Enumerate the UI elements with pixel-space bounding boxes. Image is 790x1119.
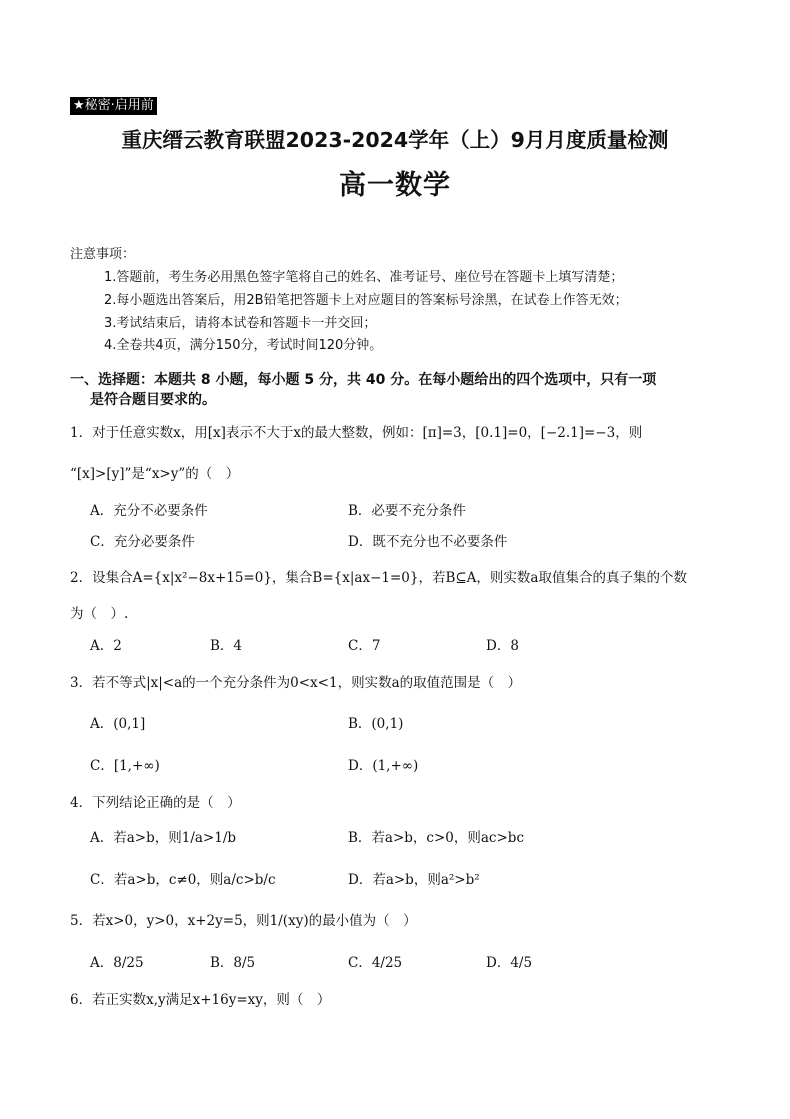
question-3-option-c: C．[1,+∞) (90, 758, 160, 774)
question-1-stem: 1．对于任意实数x，用[x]表示不大于x的最大整数，例如：[π]=3，[0.1]=0，[−2.1]=−3，则 (70, 425, 643, 441)
question-6-stem: 6．若正实数x,y满足x+16y=xy，则（ ） (70, 992, 331, 1008)
question-1-option-a: A．充分不必要条件 (90, 503, 208, 519)
question-4-option-a: A．若a>b，则1/a>1/b (90, 830, 237, 846)
question-5-option-d: D．4/5 (486, 955, 533, 971)
question-5-stem: 5．若x>0，y>0，x+2y=5，则1/(xy)的最小值为（ ） (70, 913, 417, 929)
subject-title: 高一数学 (339, 170, 451, 201)
note-item: 3.考试结束后，请将本试卷和答题卡一并交回； (104, 316, 377, 331)
question-2-stem: 2．设集合A={x|x²−8x+15=0}，集合B={x|ax−1=0}，若B⊆A，则实数a取值集合的真子集的个数 (70, 570, 687, 586)
question-3-option-d: D．(1,+∞) (348, 758, 419, 774)
question-2-option-a: A．2 (90, 638, 122, 654)
question-2-option-b: B．4 (210, 638, 243, 654)
note-item: 2.每小题选出答案后，用2B铅笔把答题卡上对应题目的答案标号涂黑，在试卷上作答无效； (104, 293, 628, 308)
question-5-option-c: C．4/25 (348, 955, 403, 971)
question-1-option-d: D．既不充分也不必要条件 (348, 534, 508, 550)
question-4-stem: 4．下列结论正确的是（ ） (70, 795, 241, 811)
question-1-option-b: B．必要不充分条件 (348, 503, 466, 519)
question-4-option-b: B．若a>b，c>0，则ac>bc (348, 830, 525, 846)
question-3-option-a: A．(0,1] (90, 716, 146, 732)
question-4-option-d: D．若a>b，则a²>b² (348, 872, 480, 888)
question-1-stem-cont: “[x]>[y]”是“x>y”的（ ） (70, 466, 240, 482)
exam-title: 重庆缙云教育联盟2023-2024学年（上）9月月度质量检测 (121, 128, 669, 152)
section-heading-cont: 是符合题目要求的。 (90, 392, 216, 408)
question-4-option-c: C．若a>b，c≠0，则a/c>b/c (90, 872, 276, 888)
question-3-option-b: B．(0,1) (348, 716, 404, 732)
notes-heading: 注意事项： (70, 247, 136, 262)
question-5-option-a: A．8/25 (90, 955, 144, 971)
note-item: 4.全卷共4页，满分150分，考试时间120分钟。 (104, 338, 383, 353)
question-2-option-d: D．8 (486, 638, 519, 654)
confidential-badge: ★秘密·启用前 (70, 97, 157, 115)
note-item: 1.答题前，考生务必用黑色签字笔将自己的姓名、准考证号、座位号在答题卡上填写清楚； (104, 270, 624, 285)
question-1-option-c: C．充分必要条件 (90, 534, 195, 550)
question-2-stem-cont: 为（ ）. (70, 606, 129, 622)
question-2-option-c: C．7 (348, 638, 381, 654)
question-3-stem: 3．若不等式|x|<a的一个充分条件为0<x<1，则实数a的取值范围是（ ） (70, 675, 522, 691)
question-5-option-b: B．8/5 (210, 955, 256, 971)
section-heading: 一、选择题：本题共 8 小题，每小题 5 分，共 40 分。在每小题给出的四个选项中，只有一项 (70, 372, 657, 388)
